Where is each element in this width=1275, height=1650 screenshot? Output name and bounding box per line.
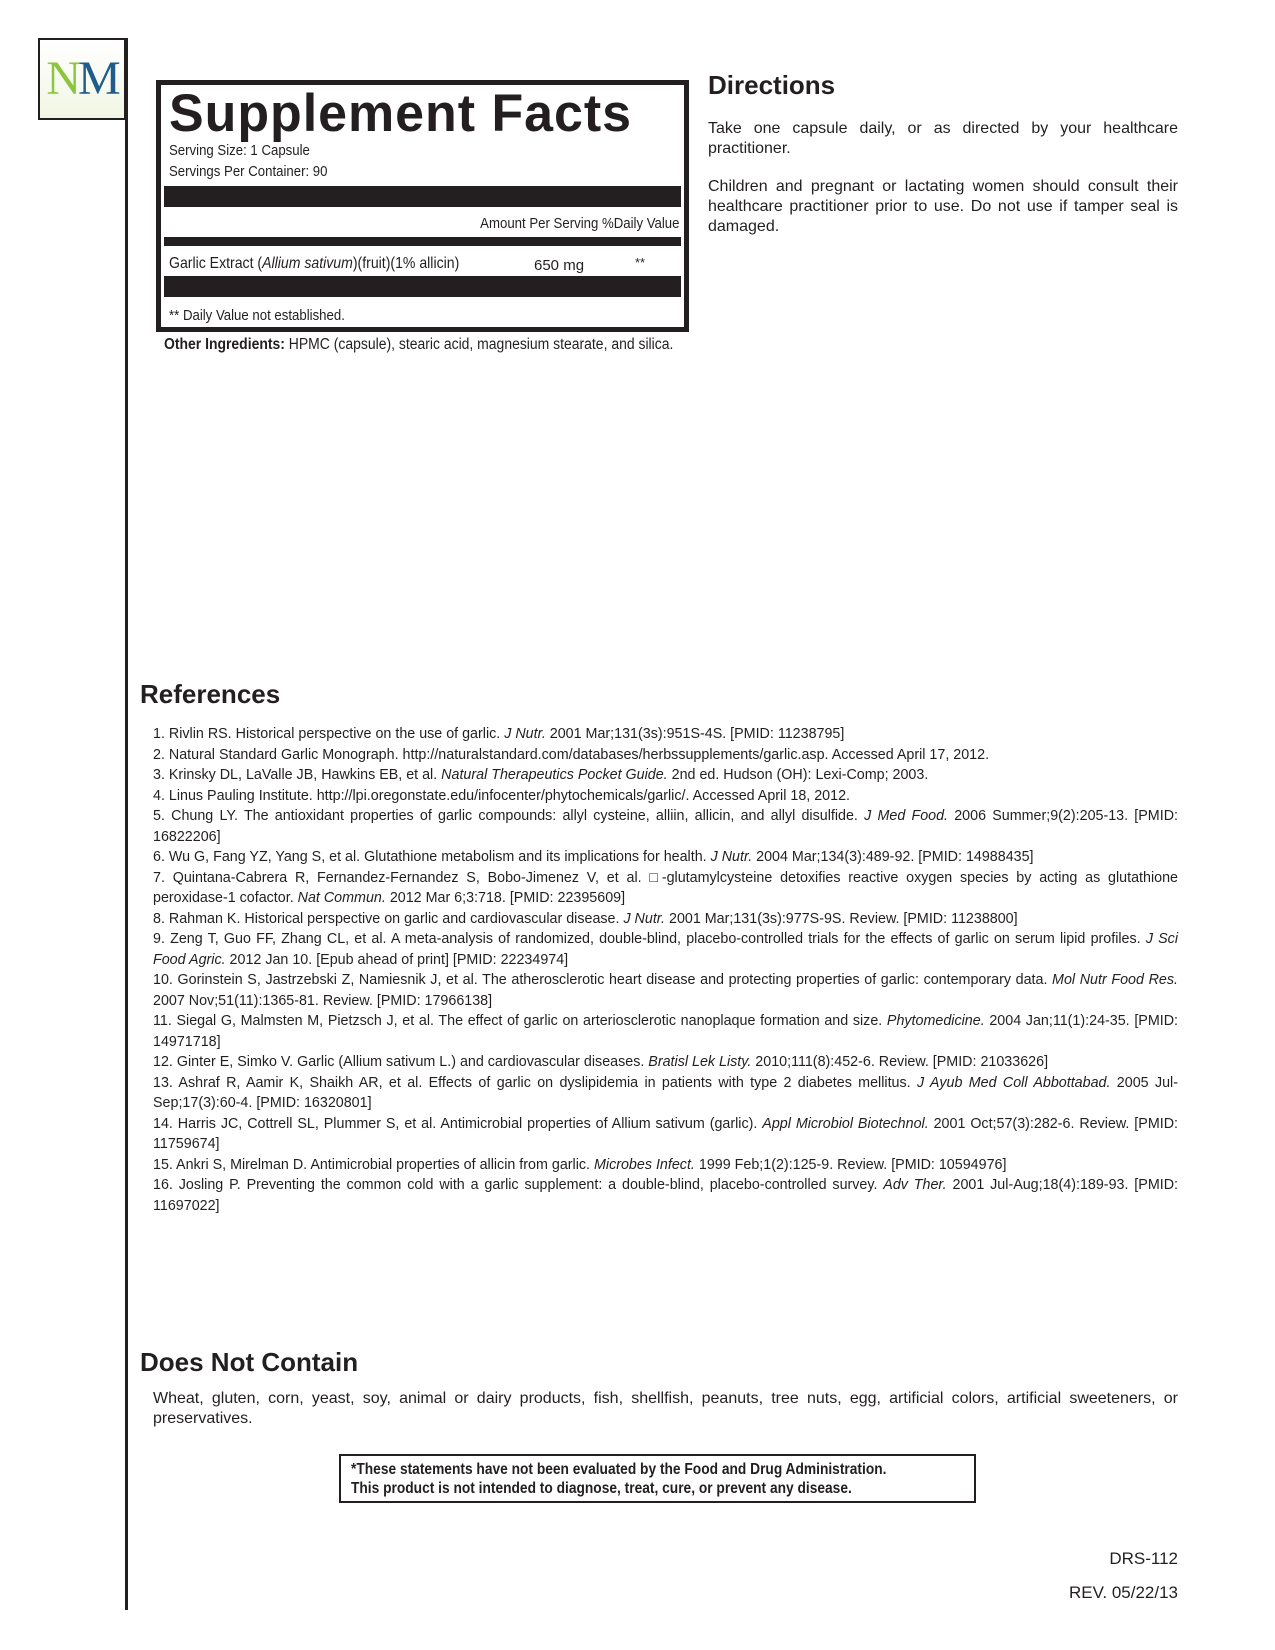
other-ingredients-text: HPMC (capsule), stearic acid, magnesium stearate, and silica. <box>284 336 674 353</box>
reference-item: 4. Linus Pauling Institute. http://lpi.oregonstate.edu/infocenter/phytochemicals/garlic/. Accessed April 18, 2012. <box>153 787 850 804</box>
reference-item: 7. Quintana-Cabrera R, Fernandez-Fernandez S, Bobo-Jimenez V, et al. □-glutamylcysteine detoxifies reactive oxygen species by acting as glutathione peroxidase-1 cofactor. Nat Commun. 2012 Mar 6;3:718. [PMID: 22395609] <box>153 869 1178 906</box>
supplement-facts-panel <box>156 80 689 332</box>
reference-item: 8. Rahman K. Historical perspective on garlic and cardiovascular disease. J Nutr. 2001 Mar;131(3s):977S-9S. Review. [PMID: 11238800] <box>153 910 1018 927</box>
logo-letter-n: N <box>46 52 78 105</box>
reference-item: 11. Siegal G, Malmsten M, Pietzsch J, et al. The effect of garlic on arteriosclerotic nanoplaque formation and size. Phytomedicine. 2004 Jan;11(1):24-35. [PMID: 14971718] <box>153 1013 1179 1050</box>
directions-paragraph: Take one capsule daily, or as directed by your healthcare practitioner. <box>708 120 1178 157</box>
reference-item: 9. Zeng T, Guo FF, Zhang CL, et al. A meta-analysis of randomized, double-blind, placebo-controlled trials for the effects of garlic on serum lipid profiles. J Sci Food Agric. 2012 Jan 10. [Epub ahead of print] [PMID: 22234974] <box>153 931 1179 968</box>
does-not-contain-heading: Does Not Contain <box>140 1347 359 1377</box>
ingredient-name: Garlic Extract (Allium sativum)(fruit)(1% allicin) <box>169 255 460 272</box>
supplement-facts-title: Supplement Facts <box>169 84 633 143</box>
left-margin-rule <box>125 38 128 1610</box>
bottom-thick-divider <box>164 276 681 297</box>
logo-letter-m: M <box>77 52 118 105</box>
references-heading: References <box>140 679 281 709</box>
directions-text <box>708 119 1178 255</box>
references-list <box>153 724 1178 1216</box>
directions-paragraph: Children and pregnant or lactating women should consult their healthcare practitioner prior to use. Do not use if tamper seal is damaged. <box>708 178 1178 235</box>
reference-item: 12. Ginter E, Simko V. Garlic (Allium sativum L.) and cardiovascular diseases. Bratisl Lek Listy. 2010;111(8):452-6. Review. [PMID: 21033626] <box>153 1054 1049 1070</box>
ingredient-daily-value: ** <box>635 255 646 270</box>
reference-item: 2. Natural Standard Garlic Monograph. http://naturalstandard.com/databases/herbssupplements/garlic.asp. Accessed April 17, 2012. <box>153 746 990 763</box>
reference-item: 1. Rivlin RS. Historical perspective on the use of garlic. J Nutr. 2001 Mar;131(3s):951S-4S. [PMID: 11238795] <box>153 726 845 742</box>
column-header: Amount Per Serving %Daily Value <box>479 215 679 232</box>
company-logo <box>38 38 126 120</box>
disclaimer-line: *These statements have not been evaluated by the Food and Drug Administration. <box>351 1461 887 1478</box>
thick-divider <box>164 186 681 207</box>
reference-item: 15. Ankri S, Mirelman D. Antimicrobial properties of allicin from garlic. Microbes Infect. 1999 Feb;1(2):125-9. Review. [PMID: 10594976] <box>153 1156 1007 1173</box>
document-code <box>1069 1542 1178 1610</box>
servings-per-container: Servings Per Container: 90 <box>169 163 328 180</box>
other-ingredients-label: Other Ingredients: <box>164 336 285 353</box>
medium-divider <box>164 237 681 246</box>
revision-date: REV. 05/22/13 <box>1068 1583 1178 1602</box>
doc-code: DRS-112 <box>1109 1549 1178 1568</box>
reference-item: 3. Krinsky DL, LaValle JB, Hawkins EB, et al. Natural Therapeutics Pocket Guide. 2nd ed. Hudson (OH): Lexi-Comp; 2003. <box>153 767 929 783</box>
does-not-contain-text: Wheat, gluten, corn, yeast, soy, animal or dairy products, fish, shellfish, peanuts, tree nuts, egg, artificial colors, artificial sweeteners, or preservatives. <box>153 1390 1178 1427</box>
daily-value-footnote: ** Daily Value not established. <box>169 307 345 324</box>
directions-heading: Directions <box>708 70 836 100</box>
serving-size: Serving Size: 1 Capsule <box>169 142 310 159</box>
reference-item: 10. Gorinstein S, Jastrzebski Z, Namiesnik J, et al. The atherosclerotic heart disease and protecting properties of garlic: contemporary data. Mol Nutr Food Res. 2007 Nov;51(11):1365-81. Review. [PMID: 17966138] <box>153 972 1178 1009</box>
reference-item: 14. Harris JC, Cottrell SL, Plummer S, et al. Antimicrobial properties of Allium sativum (garlic). Appl Microbiol Biotechnol. 2001 Oct;57(3):282-6. Review. [PMID: 11759674] <box>153 1115 1178 1152</box>
disclaimer-line: This product is not intended to diagnose, treat, cure, or prevent any disease. <box>351 1480 852 1497</box>
reference-item: 13. Ashraf R, Aamir K, Shaikh AR, et al. Effects of garlic on dyslipidemia in patients with type 2 diabetes mellitus. J Ayub Med Coll Abbottabad. 2005 Jul-Sep;17(3):60-4. [PMID: 16320801] <box>153 1074 1178 1111</box>
reference-item: 6. Wu G, Fang YZ, Yang S, et al. Glutathione metabolism and its implications for health. J Nutr. 2004 Mar;134(3):489-92. [PMID: 14988435] <box>153 849 1034 865</box>
reference-item: 16. Josling P. Preventing the common cold with a garlic supplement: a double-blind, placebo-controlled survey. Adv Ther. 2001 Jul-Aug;18(4):189-93. [PMID: 11697022] <box>153 1177 1178 1214</box>
other-ingredients <box>164 334 694 355</box>
ingredient-amount: 650 mg <box>534 257 585 274</box>
reference-item: 5. Chung LY. The antioxidant properties of garlic compounds: allyl cysteine, alliin, allicin, and allyl disulfide. J Med Food. 2006 Summer;9(2):205-13. [PMID: 16822206] <box>153 808 1178 845</box>
fda-disclaimer-box <box>339 1454 976 1503</box>
